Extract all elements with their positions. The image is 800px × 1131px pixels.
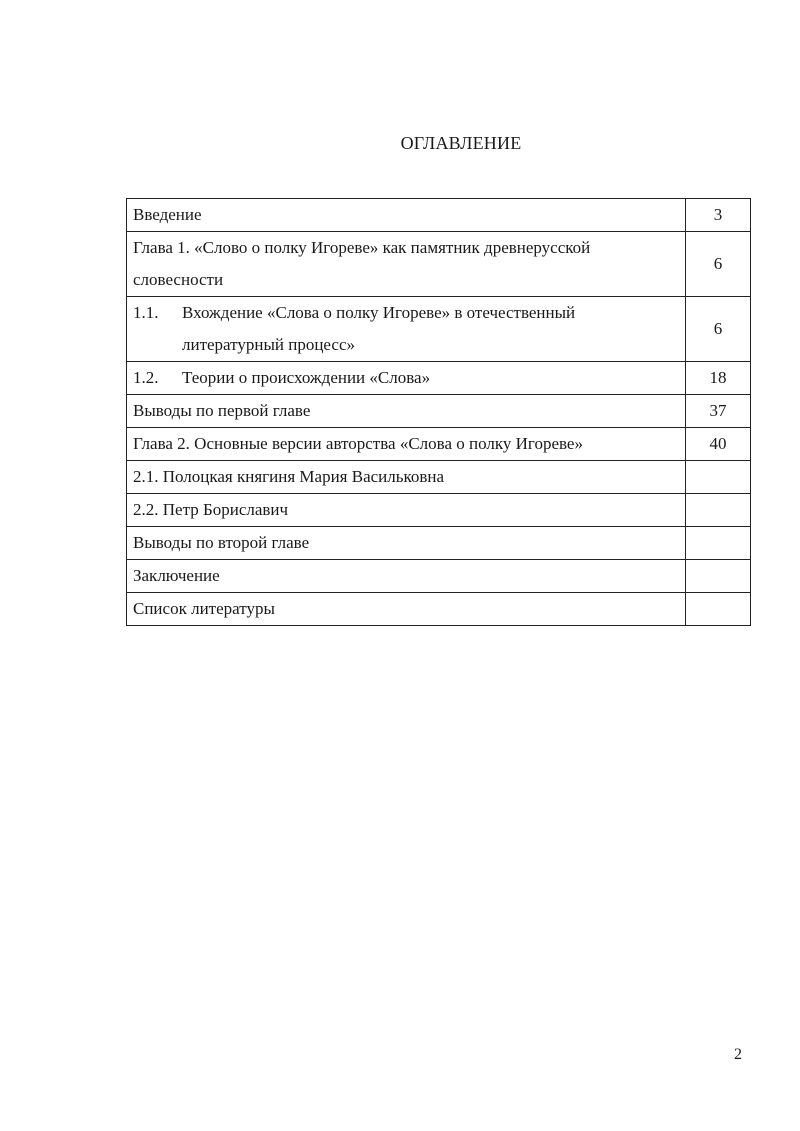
table-row	[127, 461, 751, 494]
toc-entry-title: 2.1. Полоцкая княгиня Мария Васильковна	[127, 461, 686, 494]
table-of-contents	[126, 198, 751, 626]
table-row	[127, 395, 751, 428]
toc-entry-page: 6	[686, 297, 751, 362]
table-row	[127, 428, 751, 461]
table-row	[127, 297, 751, 362]
page-number: 2	[734, 1046, 742, 1063]
table-row	[127, 494, 751, 527]
page-title: ОГЛАВЛЕНИЕ	[400, 133, 522, 153]
toc-entry-title: Выводы по первой главе	[127, 395, 686, 428]
toc-entry-page: 6	[686, 232, 751, 297]
table-row	[127, 560, 751, 593]
toc-entry-title: Глава 1. «Слово о полку Игореве» как памятник древнерусской словесности	[127, 232, 686, 297]
toc-entry-cell	[127, 297, 686, 362]
toc-entry-number: 1.2.	[133, 368, 159, 387]
table-row	[127, 232, 751, 297]
toc-entry-title: Теории о происхождении «Слова»	[182, 368, 431, 387]
toc-entry-title: Глава 2. Основные версии авторства «Слова о полку Игореве»	[127, 428, 686, 461]
toc-entry-title: Выводы по второй главе	[127, 527, 686, 560]
table-row	[127, 527, 751, 560]
toc-entry-cell	[127, 362, 686, 395]
toc-entry-title: Вхождение «Слова о полку Игореве» в отечественный литературный процесс»	[182, 303, 576, 354]
toc-entry-page	[686, 593, 751, 626]
table-row	[127, 199, 751, 232]
table-row	[127, 362, 751, 395]
toc-entry-title: Список литературы	[127, 593, 686, 626]
toc-entry-page	[686, 494, 751, 527]
toc-entry-page: 18	[686, 362, 751, 395]
toc-entry-page	[686, 461, 751, 494]
toc-entry-page	[686, 560, 751, 593]
toc-entry-number: 1.1.	[133, 303, 159, 322]
toc-entry-title: 2.2. Петр Бориславич	[127, 494, 686, 527]
toc-entry-page: 3	[686, 199, 751, 232]
toc-entry-page	[686, 527, 751, 560]
toc-entry-title: Введение	[127, 199, 686, 232]
toc-entry-page: 40	[686, 428, 751, 461]
table-row	[127, 593, 751, 626]
toc-entry-page: 37	[686, 395, 751, 428]
toc-entry-title: Заключение	[127, 560, 686, 593]
